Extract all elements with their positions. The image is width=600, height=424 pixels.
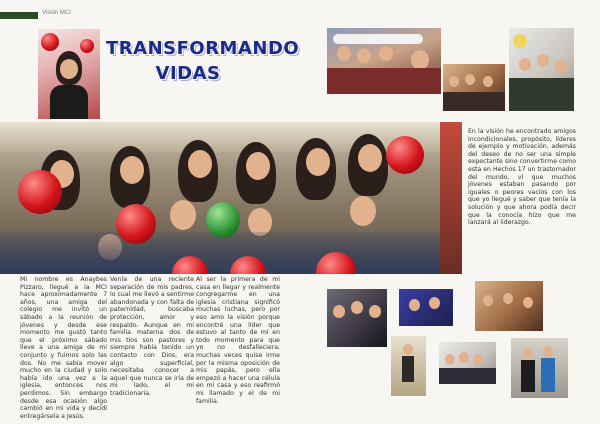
- header-bar: [0, 12, 38, 19]
- wall-group-photo: [439, 342, 496, 384]
- article-text-col2: Venía de una reciente separación de mis padres, lo cual me llevó a sentirme abandonada y con falta de paternidad, buscaba protección, amor y respaldo. Aunque en mi familia materna dos de mis tíos son pastores y siempre había tenido un contacto con Dios, era algo superficial, necesitaba conocer a aquel que nunca se iría de mi lado, el mi tradicionaria.: [110, 276, 194, 397]
- three-friends-photo: [327, 289, 387, 347]
- article-text-col1: Mi nombre es Anaybes Pizzaro, llegué a la MCI hace aproximadamente 7 años, una amiga del colegio me invitó un sábado a la reunión de jóvenes y desde ese momento me gustó tanto que el próximo sábado lleve a una amiga de mi conjunto y fuimos solo las dos. No me sabía mover mucho en la ciudad y solo había ido una vez a la iglesia, entonces nos perdimos. Sin embargo desde esa ocasión algo cambió en mi vida y decidí entregársela a Jesús.: [20, 276, 107, 420]
- portrait-photo: [38, 29, 100, 119]
- article-title: [106, 36, 300, 86]
- dancer-photo: [391, 336, 426, 396]
- section-label: Visión MCI: [42, 10, 71, 16]
- group-photo-bowling: [0, 122, 462, 274]
- article-text-right: En la visión he encontrado amigos incondicionales, propósito, líderes de ejemplo y motivación, además del deseo de no ser una simple expectante sino convertirme como esta en Hechos 17 un trastornador del mundo, ví que muchos jóvenes estaban pasando por iguales o peores vacíos con los que yo llegué y saber que tenía la solución y que ahora podía decir que la conocía hizo que me lanzará al liderazgo.: [468, 128, 576, 227]
- side-strip-photo: [440, 122, 462, 274]
- two-people-photo: [511, 338, 568, 398]
- friends-photo-1: [443, 64, 505, 111]
- title-line-1: TRANSFORMANDO: [106, 38, 300, 59]
- chef-hats-photo: [327, 28, 441, 94]
- article-text-col3: Al ser la primera de mi casa en llegar y realmente congregarme en una iglesia cristiana significó muchas luchas, pero por eso amo la visión porque encontré una líder que estuvo al tanto de mí en todo momento para que yo no desfalleciera, muchas veces quise irme por la misma oposición de mis papás, pero ella empezó a hacer una célula en mi casa y eso reafirmó mi llamado y el de mi familia.: [196, 276, 280, 405]
- restaurant-photo: [475, 281, 543, 331]
- title-line-2: VIDAS: [155, 63, 221, 84]
- group-selfie-photo: [509, 28, 574, 111]
